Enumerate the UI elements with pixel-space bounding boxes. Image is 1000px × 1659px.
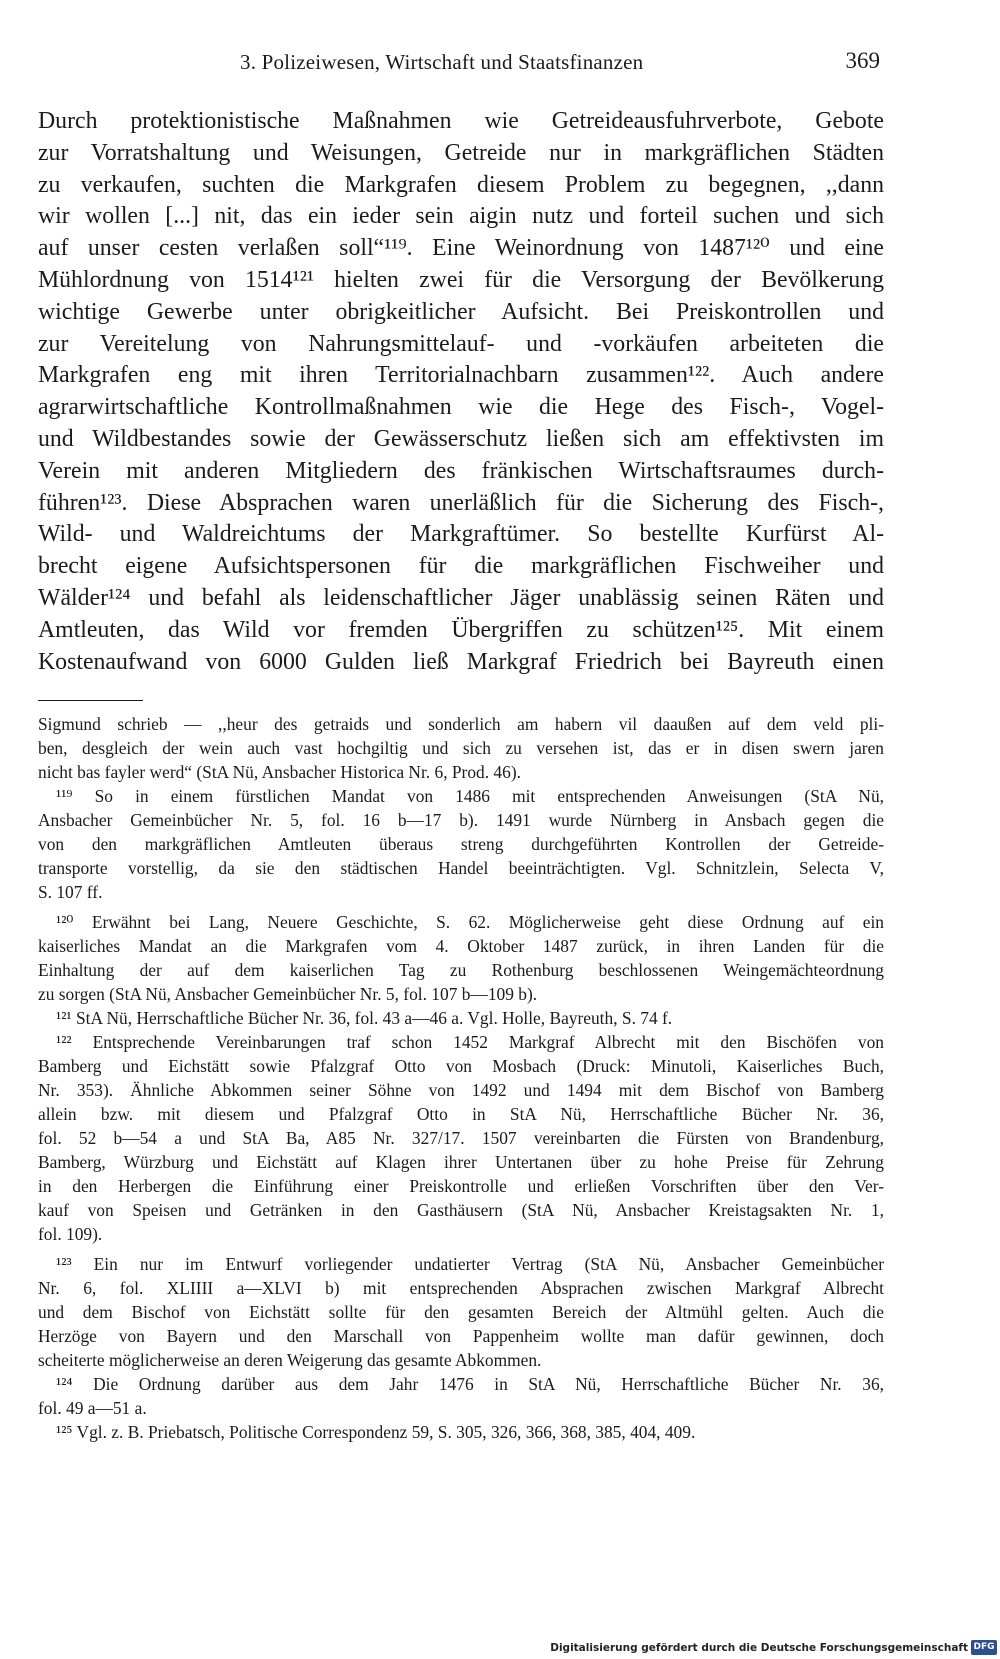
footnote-121: ¹²¹ StA Nü, Herrschaftliche Bücher Nr. 36, fol. 43 a—46 a. Vgl. Holle, Bayreuth, S. 74 f. [56,1008,673,1028]
footnote-line: Einhaltung der auf dem kaiserlichen Tag zu Rothenburg beschlossenen Weingemächteordnung [38,960,884,980]
footnote-124: ¹²⁴ Die Ordnung darüber aus dem Jahr 1476 in StA Nü, Herrschaftliche Bücher Nr. 36, [56,1374,884,1394]
footnote-line: fol. 49 a—51 a. [38,1398,147,1418]
dfg-logo: DFG [971,1640,997,1655]
footnote-line: Ansbacher Gemeinbücher Nr. 5, fol. 16 b—17 b). 1491 wurde Nürnberg in Ansbach gegen die [38,810,884,830]
footnote-120: ¹²⁰ Erwähnt bei Lang, Neuere Geschichte, S. 62. Möglicherweise geht diese Ordnung auf ein [56,912,884,932]
footnote-line: kaiserliches Mandat an die Markgrafen vom 4. Oktober 1487 zurück, in ihren Landen für die [38,936,884,956]
footnote-line: Bamberg, Würzburg und Eichstätt auf Klagen ihrer Untertanen über zu hohe Preise für Zehrung [38,1152,884,1172]
footnote-line: transporte vorstellig, da sie den städtischen Handel beeinträchtigten. Vgl. Schnitzlein, Selecta V, [38,858,884,878]
footnote-line: S. 107 ff. [38,882,103,902]
body-line: Verein mit anderen Mitgliedern des fränkischen Wirtschaftsraumes durch- [38,457,884,484]
body-line: Wälder¹²⁴ und befahl als leidenschaftlicher Jäger unablässig seinen Räten und [38,584,884,611]
body-line: Markgrafen eng mit ihren Territorialnachbarn zusammen¹²². Auch andere [38,362,884,389]
body-line: auf unser cesten verlaßen soll“¹¹⁹. Eine Weinordnung von 1487¹²⁰ und eine [38,235,884,262]
digitization-footer [550,1637,1000,1659]
footnote-123: ¹²³ Ein nur im Entwurf vorliegender undatierter Vertrag (StA Nü, Ansbacher Gemeinbücher [56,1254,884,1274]
running-title: 3. Polizeiwesen, Wirtschaft und Staatsfinanzen [240,50,644,74]
body-line: Amtleuten, das Wild vor fremden Übergriffen zu schützen¹²⁵. Mit einem [38,616,884,643]
footnote-line: Sigmund schrieb — ,,heur des getraids und sonderlich am habern vil daaußen auf dem veld pli- [38,714,884,734]
footnote-119: ¹¹⁹ So in einem fürstlichen Mandat von 1486 mit entsprechenden Anweisungen (StA Nü, [56,786,884,806]
page-number: 369 [845,48,880,73]
footnote-separator [38,700,143,701]
footnote-line: von den markgräflichen Amtleuten überaus streng durchgeführten Kontrollen der Getreide- [38,834,884,854]
main-text [38,106,884,678]
footnote-122: ¹²² Entsprechende Vereinbarungen traf schon 1452 Markgraf Albrecht mit den Bischöfen von [56,1032,884,1052]
footnote-125: ¹²⁵ Vgl. z. B. Priebatsch, Politische Correspondenz 59, S. 305, 326, 366, 368, 385, 404, 409. [56,1422,696,1442]
body-line: führen¹²³. Diese Absprachen waren unerläßlich für die Sicherung des Fisch-, [38,489,884,516]
footnote-line: fol. 52 b—54 a und StA Ba, A85 Nr. 327/17. 1507 vereinbarten die Fürsten von Brandenburg, [38,1128,884,1148]
footnotes [38,712,884,1444]
page-header [38,50,880,84]
body-line: agrarwirtschaftliche Kontrollmaßnahmen wie die Hege des Fisch-, Vogel- [38,394,884,421]
body-line: wichtige Gewerbe unter obrigkeitlicher Aufsicht. Bei Preiskontrollen und [38,298,884,325]
footnote-line: Herzöge von Bayern und den Marschall von Pappenheim wollte man dafür gewinnen, doch [38,1326,884,1346]
body-line: Wild- und Waldreichtums der Markgraftümer. So bestellte Kurfürst Al- [38,521,884,548]
funding-credit: Digitalisierung gefördert durch die Deutsche Forschungsgemeinschaft [550,1642,968,1654]
footnote-line: und dem Bischof von Eichstätt sollte für den gesamten Bereich der Altmühl gelten. Auch die [38,1302,884,1322]
footnote-line: nicht bas fayler werd“ (StA Nü, Ansbacher Historica Nr. 6, Prod. 46). [38,762,521,782]
footnote-line: Nr. 6, fol. XLIIII a—XLVI b) mit entsprechenden Absprachen zwischen Markgraf Albrecht [38,1278,884,1298]
body-line: Durch protektionistische Maßnahmen wie Getreideausfuhrverbote, Gebote [38,108,884,134]
footnote-line: in den Herbergen die Einführung einer Preiskontrolle und erließen Vorschriften über den Ver- [38,1176,884,1196]
body-line: brecht eigene Aufsichtspersonen für die markgräflichen Fischweiher und [38,553,884,580]
footnote-line: scheiterte möglicherweise an deren Weigerung das gesamte Abkommen. [38,1350,542,1370]
footnote-line: Nr. 353). Ähnliche Abkommen seiner Söhne von 1492 und 1494 mit dem Bischof von Bamberg [38,1080,884,1100]
footnote-line: allein bzw. mit diesem und Pfalzgraf Otto in StA Nü, Herrschaftliche Bücher Nr. 36, [38,1104,884,1124]
footnote-line: zu sorgen (StA Nü, Ansbacher Gemeinbücher Nr. 5, fol. 107 b—109 b). [38,984,538,1004]
body-line: zur Vereitelung von Nahrungsmittelauf- und -vorkäufen arbeiteten die [38,330,884,357]
body-line: Kostenaufwand von 6000 Gulden ließ Markgraf Friedrich bei Bayreuth einen [38,648,884,675]
body-line: Mühlordnung von 1514¹²¹ hielten zwei für die Versorgung der Bevölkerung [38,266,884,293]
footnote-line: fol. 109). [38,1224,103,1244]
body-line: und Wildbestandes sowie der Gewässerschutz ließen sich am effektivsten im [38,425,884,452]
footnote-line: Bamberg und Eichstätt sowie Pfalzgraf Otto von Mosbach (Druck: Minutoli, Kaiserliches Buch, [38,1056,884,1076]
footnote-line: ben, desgleich der wein auch vast hochgiltig und sich zu versehen ist, das er in disen swern jaren [38,738,884,758]
footnote-line: kauf von Speisen und Getränken in den Gasthäusern (StA Nü, Ansbacher Kreistagsakten Nr. 1, [38,1200,884,1220]
body-line: zu verkaufen, suchten die Markgrafen diesem Problem zu begegnen, ,,dann [38,171,884,198]
body-line: wir wollen [...] nit, das ein ieder sein aigin nutz und forteil suchen und sich [38,203,884,230]
body-line: zur Vorratshaltung und Weisungen, Getreide nur in markgräflichen Städten [38,139,884,166]
